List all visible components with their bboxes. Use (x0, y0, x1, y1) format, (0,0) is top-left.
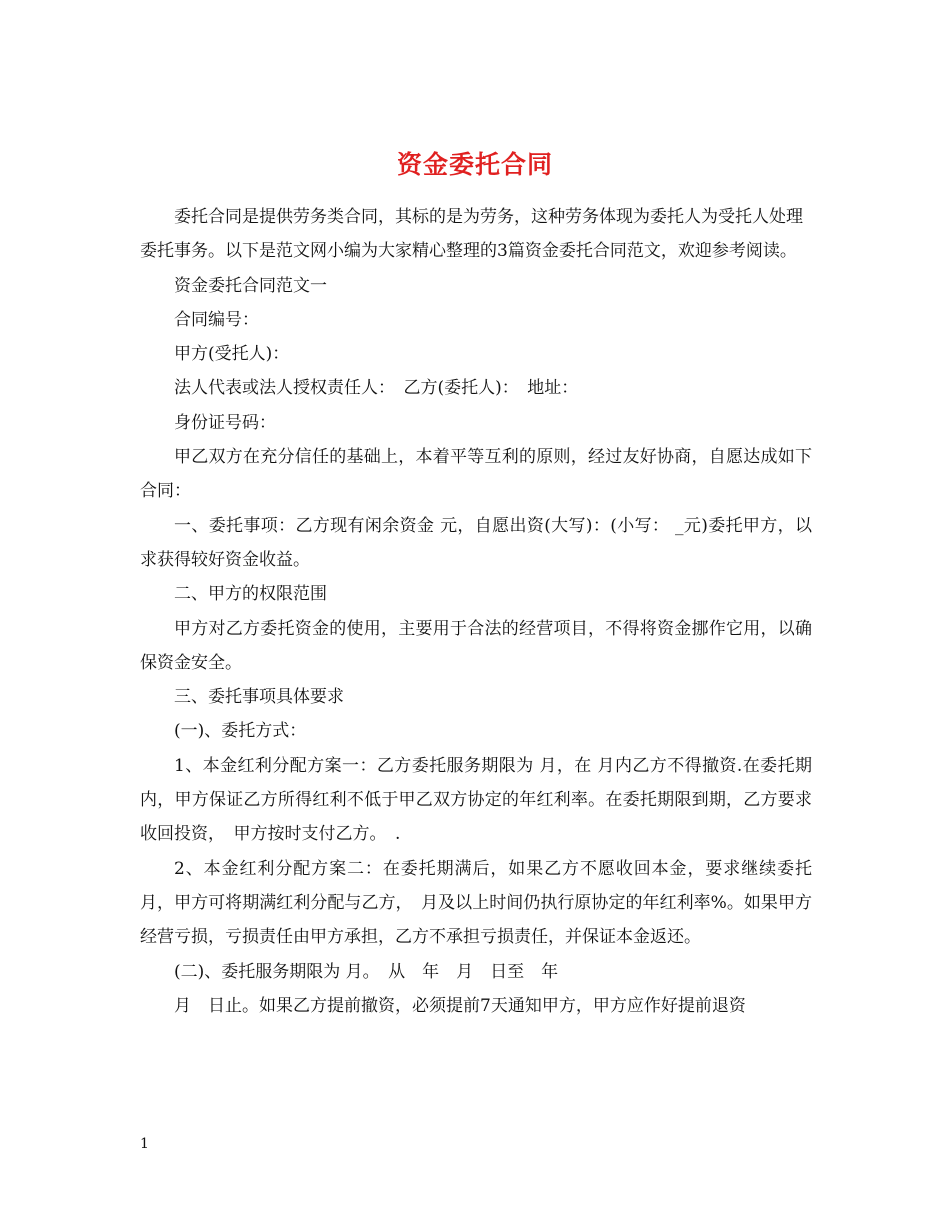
contract-number-line: 合同编号： (174, 309, 259, 330)
dividend-plan-two-paragraph: 2、本金红利分配方案二：在委托期满后，如果乙方不愿收回本金，要求继续委托 月，甲方可将期满红利分配与乙方， 月及以上时间仍执行原协定的年红利率%。如果甲方经营亏损，亏损责任由甲方承担，乙方不承担亏损责任，并保证本金返还。 (140, 858, 812, 948)
party-a-line: 甲方(受托人)： (174, 344, 290, 365)
service-term-line: (二)、委托服务期限为 月。 从 年 月 日至 年 (174, 961, 559, 982)
intro-paragraph: 委托合同是提供劳务类合同，其标的是为劳务，这种劳务体现为委托人为受托人处理委托事务。以下是范文网小编为大家精心整理的3篇资金委托合同范文，欢迎参考阅读。 (140, 207, 803, 262)
document-body (140, 200, 812, 1023)
document-title: 资金委托合同 (396, 149, 553, 179)
legal-representative-line: 法人代表或法人授权责任人： 乙方(委托人)： 地址： (174, 378, 579, 399)
agreement-preamble: 甲乙双方在充分信任的基础上，本着平等互利的原则，经过友好协商，自愿达成如下合同： (140, 447, 812, 502)
subclause-one-heading: (一)、委托方式： (174, 721, 307, 742)
dividend-plan-one-paragraph: 1、本金红利分配方案一：乙方委托服务期限为 月，在 月内乙方不得撤资.在委托期内，甲方保证乙方所得红利不低于甲乙双方协定的年红利率。在委托期限到期，乙方要求收回投资， 甲方按时支付乙方。 . (140, 755, 812, 845)
early-withdrawal-line: 月 日止。如果乙方提前撤资，必须提前7天通知甲方，甲方应作好提前退资 (174, 995, 746, 1016)
section-heading-sample-one: 资金委托合同范文一 (174, 275, 327, 296)
id-number-line: 身份证号码： (174, 412, 276, 433)
page-number: 1 (140, 1136, 149, 1152)
clause-three-heading: 三、委托事项具体要求 (174, 687, 344, 708)
clause-two-heading: 二、甲方的权限范围 (174, 584, 327, 605)
clause-one-paragraph: 一、委托事项：乙方现有闲余资金 元，自愿出资(大写)：(小写： _元)委托甲方，以求获得较好资金收益。 (140, 515, 812, 570)
clause-two-paragraph: 甲方对乙方委托资金的使用，主要用于合法的经营项目，不得将资金挪作它用，以确保资金安全。 (140, 618, 812, 673)
